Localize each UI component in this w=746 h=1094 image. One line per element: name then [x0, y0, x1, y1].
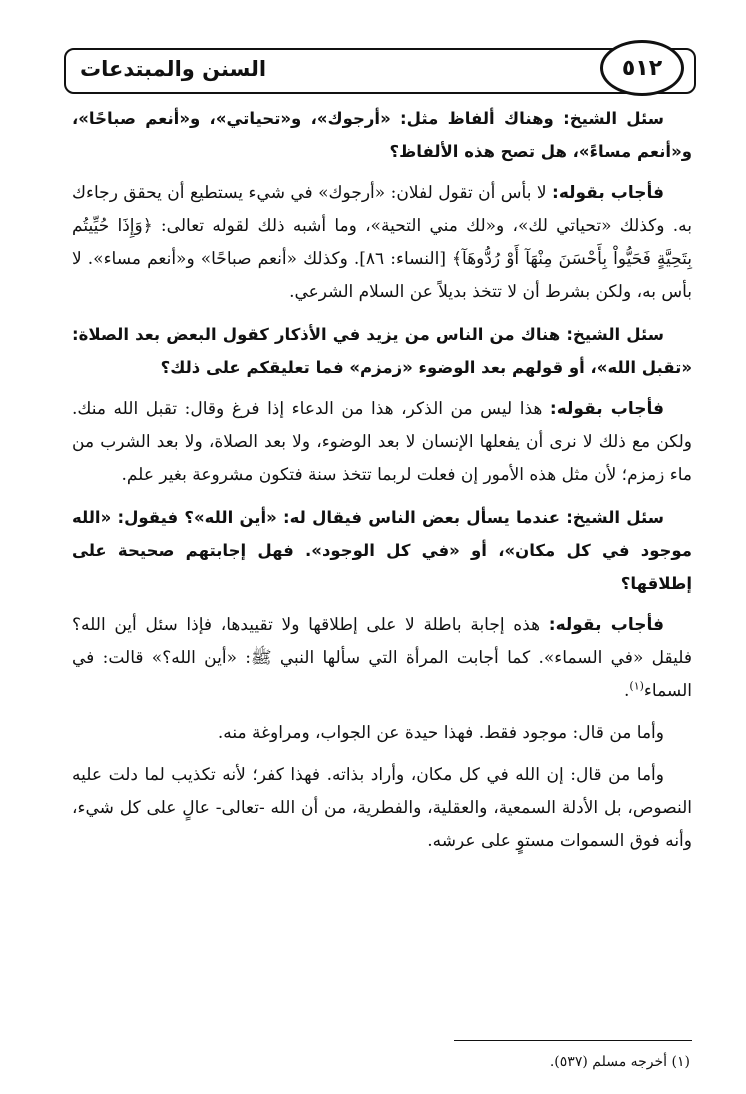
footnote-marker: (١) — [629, 679, 644, 693]
text-paragraph: وأما من قال: إن الله في كل مكان، وأراد بذاته. فهذا كفر؛ لأنه تكذيب لما دلت عليه النصوص، بل الأدلة السمعية، والعقلية، والفطرية، من أن الله -تعالى- عالٍ على كل شيء، وأنه فوق السموات مستوٍ على عرشه. — [72, 765, 692, 851]
page-number: ٥١٢ — [621, 55, 663, 81]
footnote-divider — [454, 1040, 692, 1041]
quran-verse: ﴿وَإِذَا حُيِّيتُم بِتَحِيَّةٍ فَحَيُّواْ بِأَحْسَنَ مِنْهَآ أَوْ رُدُّوهَآ﴾ — [72, 216, 693, 269]
question-paragraph: سئل الشيخ: وهناك ألفاظ مثل: «أرجوك»، و«تحياتي»، و«أنعم صباحًا»، و«أنعم مساءً»، هل تصح هذه الألفاظ؟ — [72, 109, 692, 161]
answer-paragraph: فأجاب بقوله: لا بأس أن تقول لفلان: «أرجوك» في شيء يستطيع أن يحقق رجاءك به. وكذلك «تحياتي لك»، و«لك مني التحية»، وما أشبه ذلك لقوله تعالى: ﴿وَإِذَا حُيِّيتُم بِتَحِيَّةٍ فَحَيُّواْ بِأَحْسَنَ مِنْهَآ أَوْ رُدُّوهَآ﴾ [النساء: ٨٦]. وكذلك «أنعم صباحًا» و«أنعم مساء». لا بأس به، ولكن بشرط أن لا تتخذ بديلاً عن السلام الشرعي. — [72, 183, 693, 302]
page-number-badge — [600, 40, 684, 96]
answer-paragraph: فأجاب بقوله: هذا ليس من الذكر، هذا من الدعاء إذا فرغ وقال: تقبل الله منك. ولكن مع ذلك لا نرى أن يفعلها الإنسان لا بعد الوضوء، ولا بعد الصلاة، ولا بعد الشرب من ماء زمزم؛ لأن مثل هذه الأمور إن فعلت لربما تتخذ سنة فتكون مشروعة بغير علم. — [72, 399, 692, 485]
question-paragraph: سئل الشيخ: هناك من الناس من يزيد في الأذكار كقول البعض بعد الصلاة: «تقبل الله»، أو قولهم بعد الوضوء «زمزم» فما تعليقكم على ذلك؟ — [72, 325, 692, 377]
text-paragraph: وأما من قال: موجود فقط. فهذا حيدة عن الجواب، ومراوغة منه. — [217, 723, 664, 743]
running-title: السنن والمبتدعات — [80, 57, 267, 81]
body-text — [72, 102, 692, 867]
answer-paragraph: فأجاب بقوله: هذه إجابة باطلة لا على إطلاقها ولا تقييدها، فإذا سئل أين الله؟ فليقل «في السماء». كما أجابت المرأة التي سألها النبي ﷺ: «أين الله؟» قالت: في السماء$^{(١)}$. — [72, 615, 692, 701]
page-header — [64, 48, 696, 94]
footnote: (١) أخرجه مسلم (٥٣٧). — [549, 1054, 690, 1070]
question-paragraph: سئل الشيخ: عندما يسأل بعض الناس فيقال له: «أين الله»؟ فيقول: «الله موجود في كل مكان»، أو «في كل الوجود». فهل إجابتهم صحيحة على إطلاقها؟ — [72, 508, 692, 593]
